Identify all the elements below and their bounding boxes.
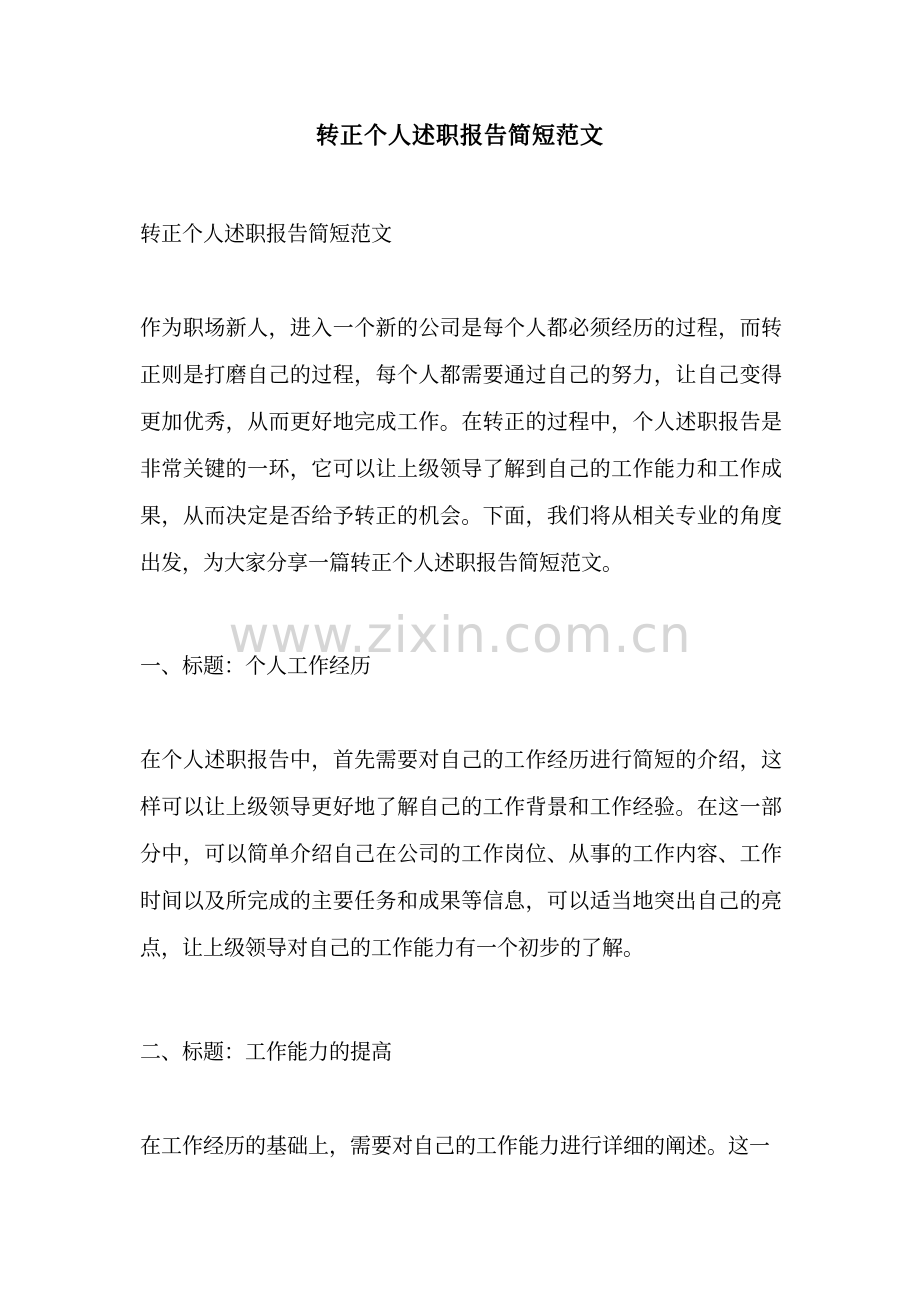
paragraph-work-experience: 在个人述职报告中，首先需要对自己的工作经历进行简短的介绍，这样可以让上级领导更好地了解自己的工作背景和工作经验。在这一部分中，可以简单介绍自己在公司的工作岗位、从事的工作内容、工作时间以及所完成的主要任务和成果等信息，可以适当地突出自己的亮点，让上级领导对自己的工作能力有一个初步的了解。 <box>140 748 782 960</box>
document-title: 转正个人述职报告简短范文 <box>316 122 604 149</box>
paragraph-ability-improvement: 在工作经历的基础上，需要对自己的工作能力进行详细的阐述。这一 <box>140 1134 770 1158</box>
paragraph-intro: 作为职场新人，进入一个新的公司是每个人都必须经历的过程，而转正则是打磨自己的过程，每个人都需要通过自己的努力，让自己变得更加优秀，从而更好地完成工作。在转正的过程中，个人述职报告是非常关键的一环，它可以让上级领导了解到自己的工作能力和工作成果，从而决定是否给予转正的机会。下面，我们将从相关专业的角度出发，为大家分享一篇转正个人述职报告简短范文。 <box>140 316 782 575</box>
section-heading-work-experience: 一、标题：个人工作经历 <box>140 654 371 678</box>
section-heading-ability-improvement: 二、标题：工作能力的提高 <box>140 1040 392 1064</box>
document-subtitle: 转正个人述职报告简短范文 <box>140 222 392 246</box>
watermark-text: www.zixin.com.cn <box>228 606 692 664</box>
